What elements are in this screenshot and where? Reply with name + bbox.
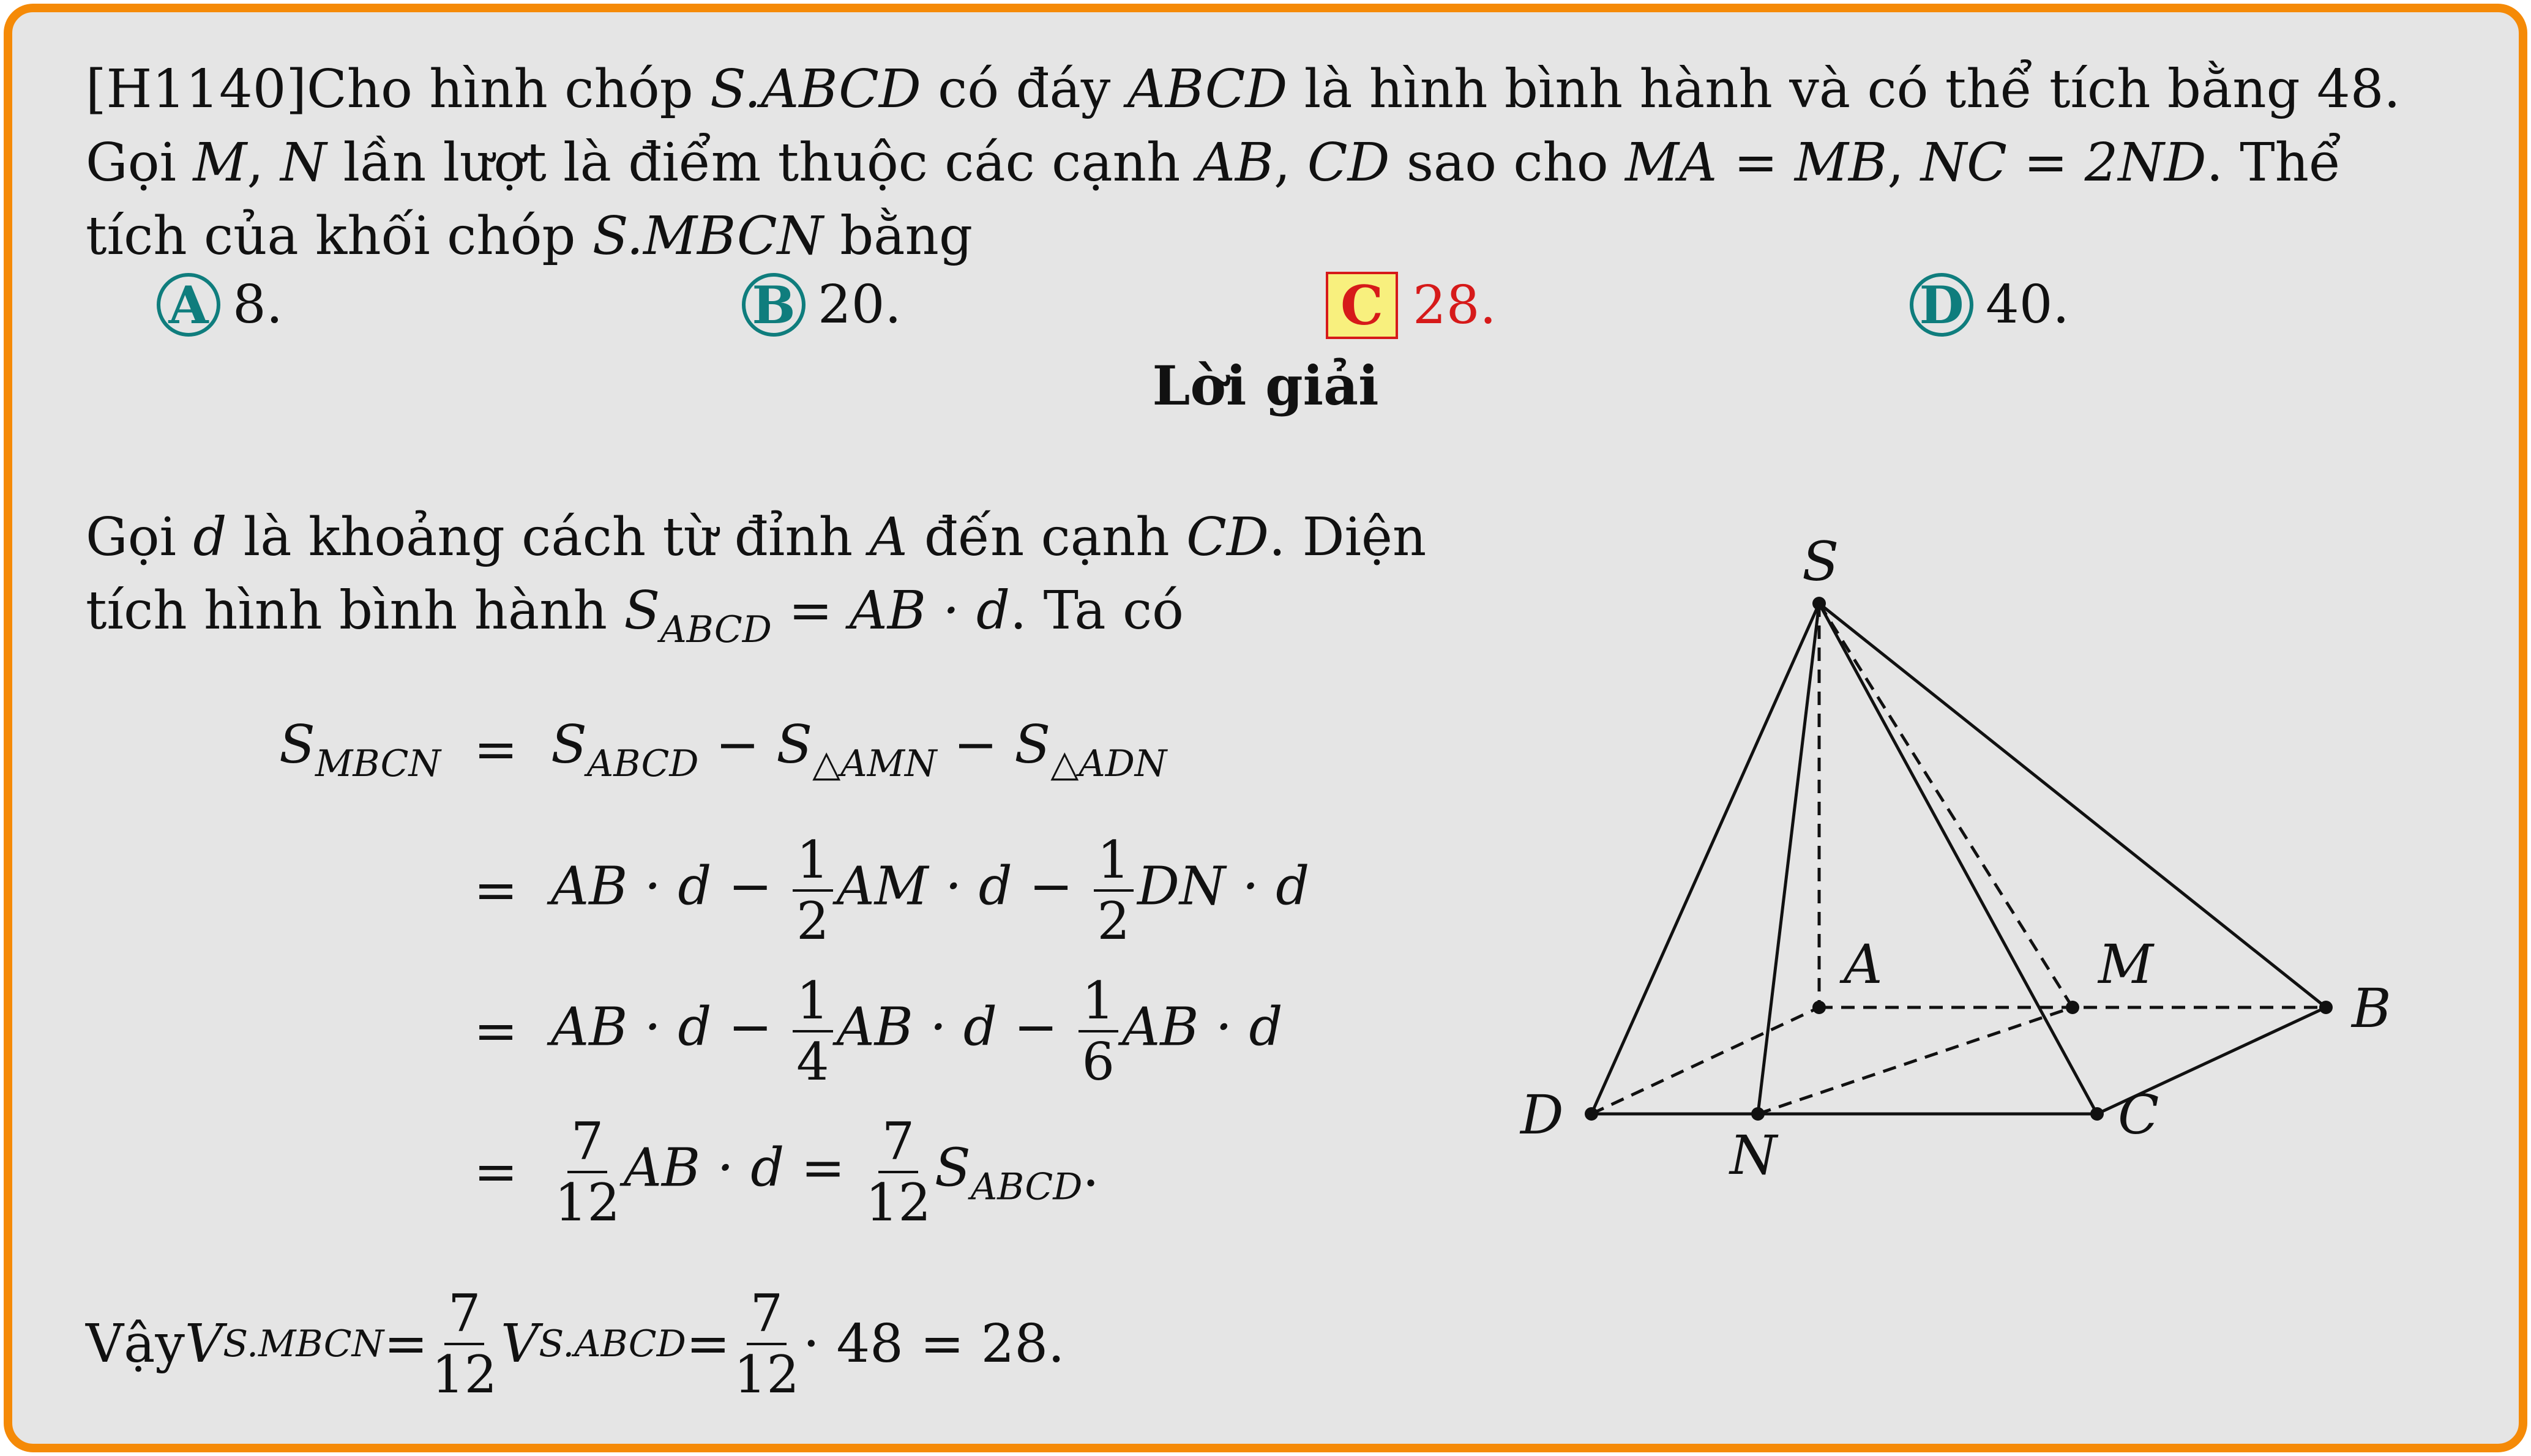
label-D: D xyxy=(1520,1083,1564,1146)
fraction-seven-twelfths: $\frac{7}{12}$ xyxy=(432,1283,498,1405)
fraction-one-sixth: $\frac{1}{6}$ xyxy=(1079,971,1118,1091)
edge-DA-hidden xyxy=(1591,1007,1819,1114)
point-S xyxy=(1812,597,1826,610)
edge-SN xyxy=(1758,603,1819,1114)
equation-row-2: = AB · d − $\frac{1}{2}$ AM · d − $\frac{1}{2}$ DN · d xyxy=(473,830,1310,951)
point-N xyxy=(1751,1107,1765,1121)
point-M xyxy=(2066,1001,2079,1014)
problem-line-3: tích của khối chóp S.MBCN bằng xyxy=(86,206,973,267)
fraction-seven-twelfths: $\frac{7}{12}$ xyxy=(555,1111,620,1233)
fraction-one-half: $\frac{1}{2}$ xyxy=(793,831,832,950)
option-b-marker: B xyxy=(742,273,806,337)
fraction-one-half: $\frac{1}{2}$ xyxy=(1094,831,1134,950)
option-c-value: 28. xyxy=(1413,275,1497,336)
problem-code: [H1140] xyxy=(86,59,307,120)
edge-SC xyxy=(1819,603,2097,1114)
option-a-value: 8. xyxy=(233,274,283,335)
point-A xyxy=(1812,1001,1826,1014)
equation-row-4: = $\frac{7}{12}$ AB · d = $\frac{7}{12}$ $S_{ABCD}$. xyxy=(473,1111,1099,1233)
equation-row-1: $S_{MBCN}$ = $S_{ABCD} - S_{\triangle AMN} - S_{\triangle ADN}$ xyxy=(279,714,1167,785)
edge-SD xyxy=(1591,603,1819,1114)
option-a-marker: A xyxy=(157,273,220,337)
point-D xyxy=(1585,1107,1598,1121)
solution-intro-line-2: tích hình bình hành $S_{ABCD}$ = AB · d. Ta có xyxy=(86,580,1184,651)
fraction-one-quarter: $\frac{1}{4}$ xyxy=(793,971,832,1091)
edge-SB xyxy=(1819,603,2326,1007)
option-d-marker: D xyxy=(1910,273,1973,337)
solution-intro-line-1: Gọi d là khoảng cách từ đỉnh A đến cạnh CD. Diện xyxy=(86,507,1427,568)
point-B xyxy=(2319,1001,2333,1014)
label-A: A xyxy=(1844,933,1883,996)
label-N: N xyxy=(1730,1124,1777,1187)
label-C: C xyxy=(2118,1083,2159,1146)
label-M: M xyxy=(2098,933,2154,996)
equation-row-3: = AB · d − $\frac{1}{4}$ AB · d − $\frac{1}{6}$ AB · d xyxy=(473,971,1283,1092)
option-b-value: 20. xyxy=(818,274,902,335)
fraction-seven-twelfths: $\frac{7}{12}$ xyxy=(865,1111,931,1233)
label-B: B xyxy=(2352,977,2391,1040)
label-S: S xyxy=(1802,530,1839,593)
fraction-seven-twelfths: $\frac{7}{12}$ xyxy=(733,1283,799,1405)
option-d-value: 40. xyxy=(1986,274,2069,335)
point-C xyxy=(2090,1107,2104,1121)
option-c-marker: C xyxy=(1326,272,1398,339)
conclusion-line: Vậy V S.MBCN = $\frac{7}{12}$ V S.ABCD = $\frac{7}{12}$ · 48 = 28. xyxy=(86,1283,1065,1405)
problem-line-1: [H1140]Cho hình chóp S.ABCD có đáy ABCD là hình bình hành và có thể tích bằng 48. xyxy=(86,59,2401,120)
solution-title: Lời giải xyxy=(1152,354,1379,417)
problem-line-2: Gọi M, N lần lượt là điểm thuộc các cạnh AB, CD sao cho MA = MB, NC = 2ND. Thể xyxy=(86,132,2341,193)
edge-NM-hidden xyxy=(1758,1007,2073,1114)
